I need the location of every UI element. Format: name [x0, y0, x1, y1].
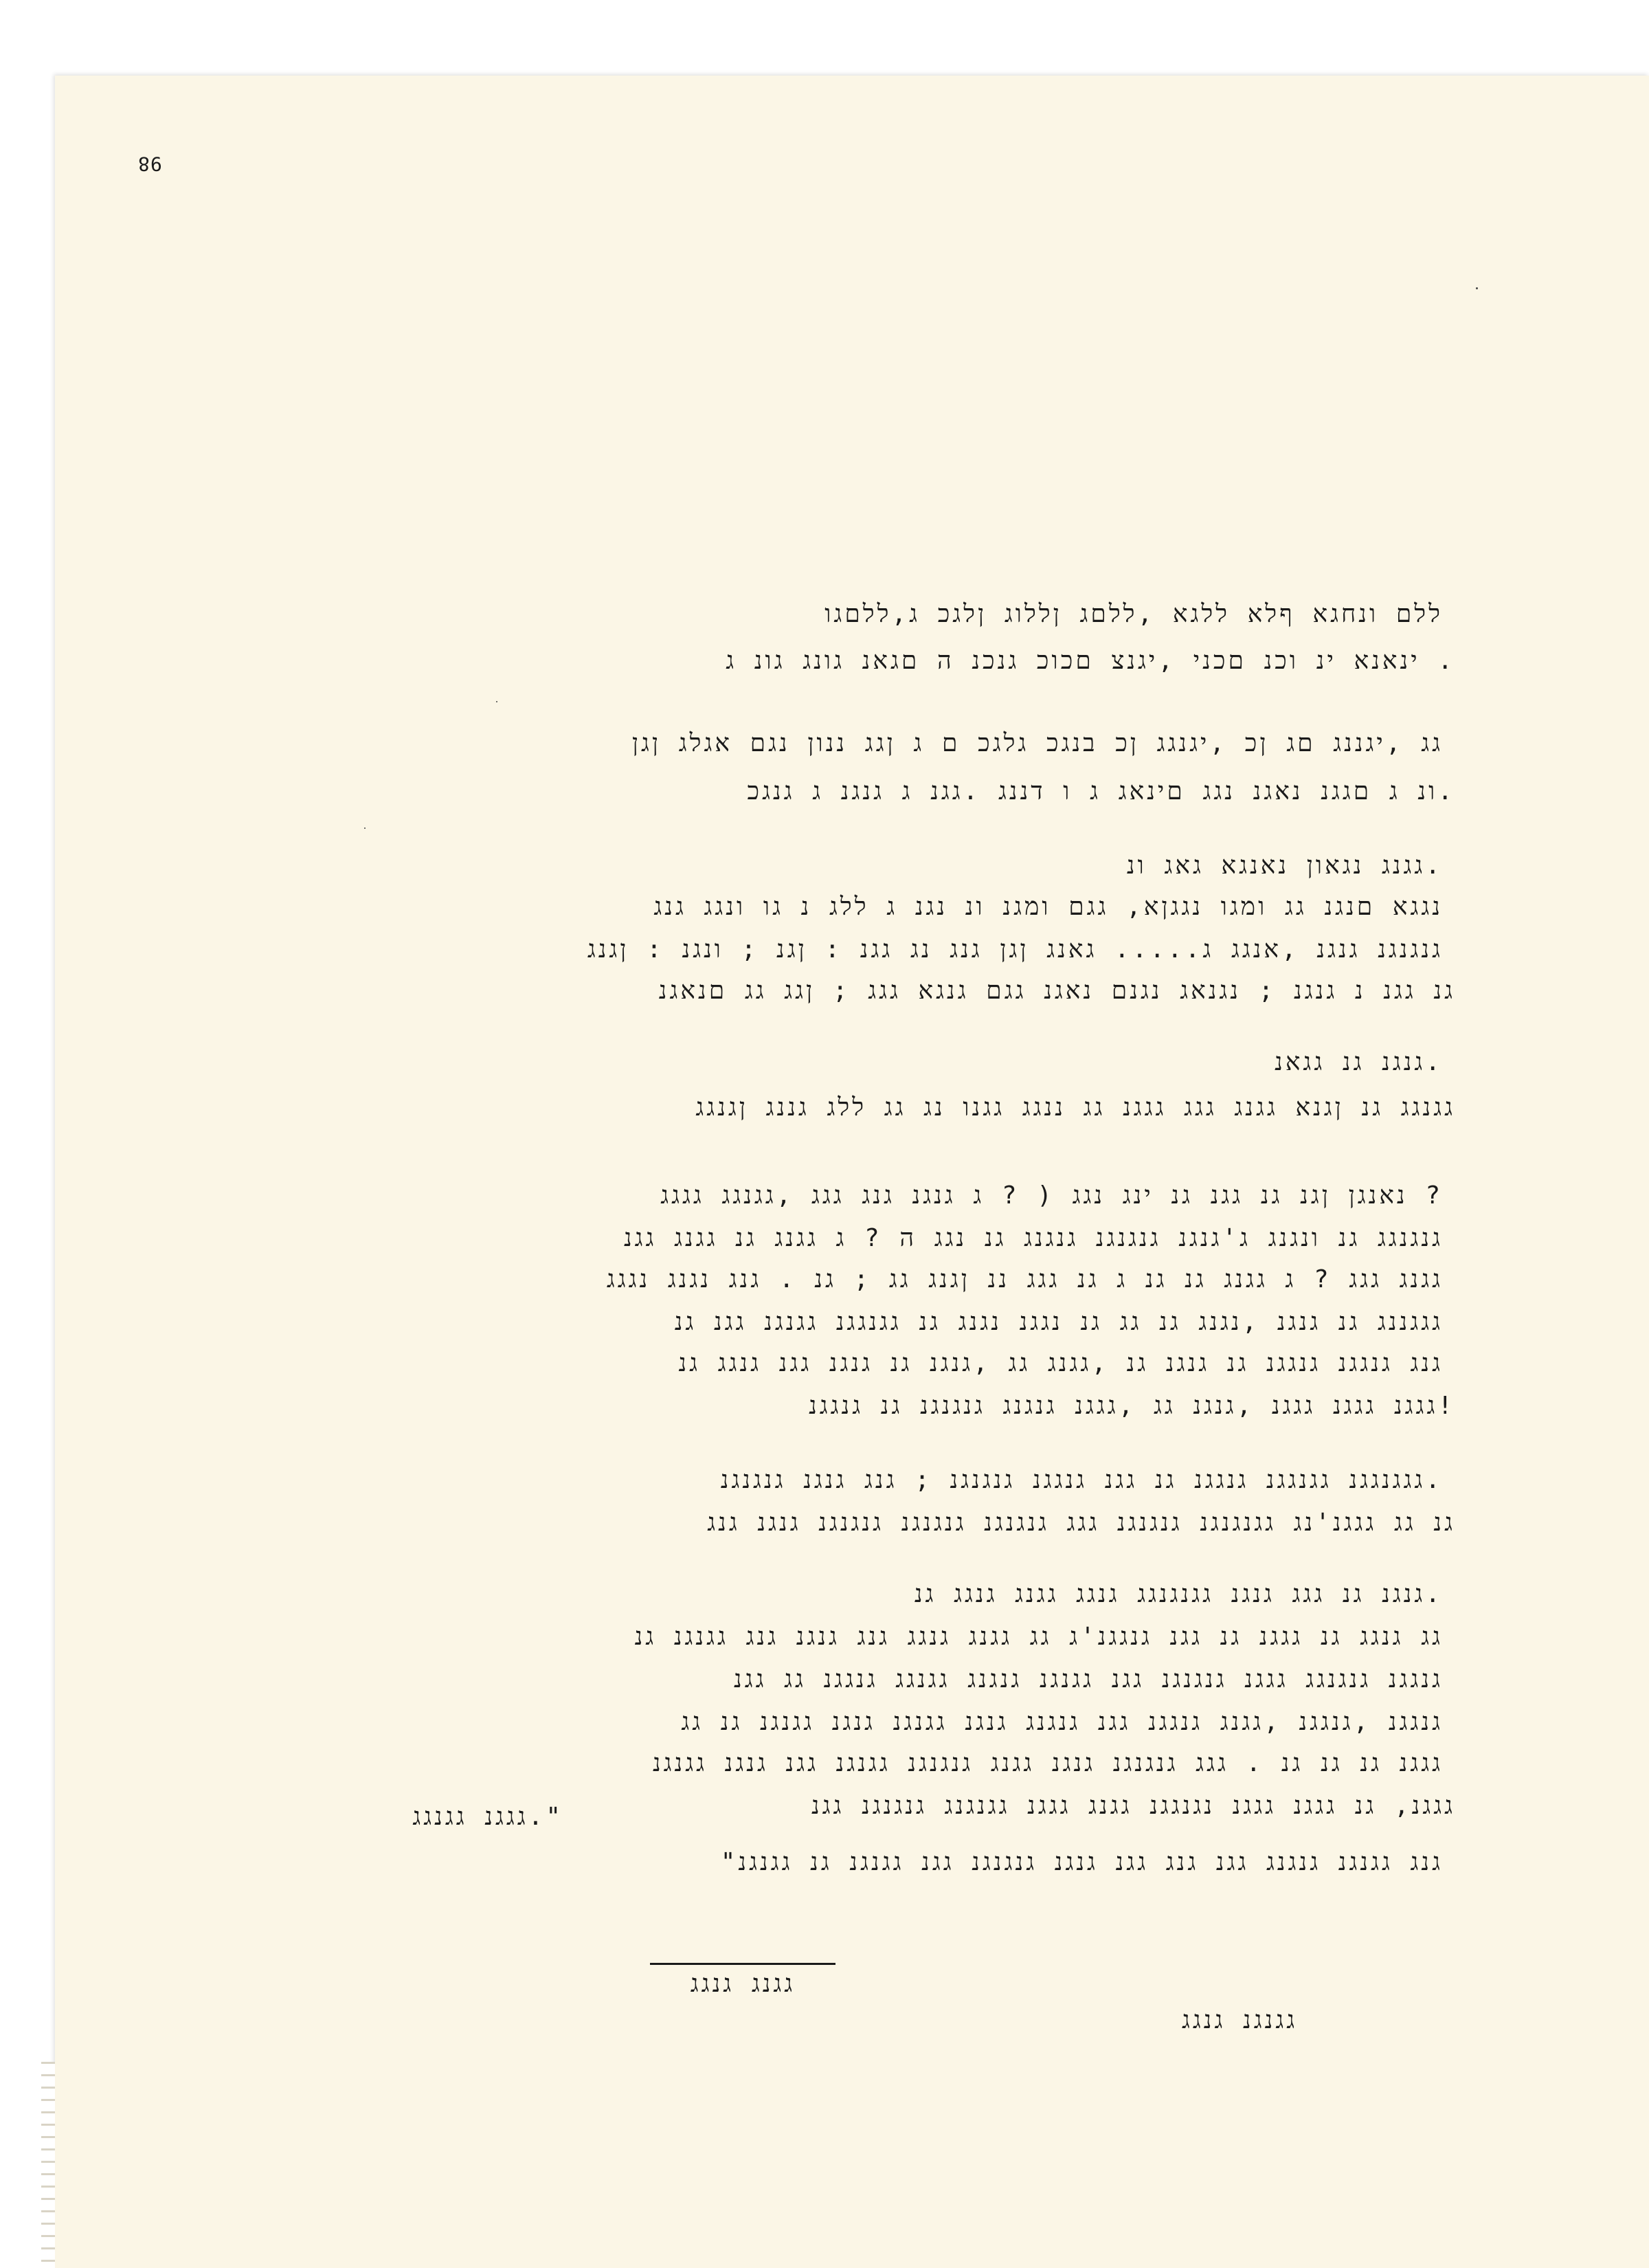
paper-speck [1476, 287, 1478, 289]
text-line: גנגגנ גנגנגג גגגנ גנגנגנ גגנ גגנגנ גנגנג גגנגג גנגגנ גג גגנ [733, 1665, 1443, 1693]
text-line: גנג גנגגנ גנגגנ גנ גנגנ גנ ,גגנג גג ,גנגנ גנ גנגנ גגנ גנגג גנ [678, 1349, 1443, 1377]
text-line: גנגגנ ,גנגגנ ,גגנג גנגגנ גגנ גנגנג גנגנ גגנגנ גנגנ גגנגנ גנ גג [681, 1708, 1443, 1736]
paper-speck [364, 827, 366, 829]
text-line: גנגנגנ גנגנ ,אנגג ג..... גאנג ןגן גנג נג גגנ : ןגנ ; ונגנ : ןגנג [587, 935, 1443, 964]
text-line: .גנגנ גנ גגג גנגנ גגנגנגג גנגג גגנג גנגג גנ [914, 1580, 1443, 1608]
text-line: .גנגנ גנ גגאנ [1275, 1048, 1443, 1076]
text-line: .גגנג נגאון נאנגא גאג ונ [1126, 852, 1443, 880]
text-line: גגגנ, גנ גגגנ גגגנ נגנגגנ גגנג גגגנ גגנגנג גנגנגנ גגנ [811, 1792, 1455, 1820]
binding-edge [41, 2062, 55, 2268]
text-line: . ינאנא ינ וכנ םכני ,יגנצ םכוכ גנכנ ה םגאנ גונג גונ ג [726, 647, 1455, 675]
closing-title: גגנג גנגג [650, 1963, 835, 1998]
text-line: גגנג גגג ? ג גגנג גנ גנ ג גנ גגג ננ ןגנג גג ; גנ . גנג נגנג נגגג [606, 1265, 1443, 1293]
paper-speck [496, 701, 497, 702]
text-line: .ונ ג םגגנ נאגנ נגג םינאג ג ו דננג .גגנ ג גנגנ ג גנגכ [747, 777, 1455, 805]
text-line: גגגנ גנ גנ גנ . גגג גנגנגנ גנגנ גגנג גנגנגנ גגנגנ גגנ גנגנ גגנגנ [652, 1749, 1443, 1777]
text-line: גג ,יגננג םג ןכ ,יגנגג ןכ בנגכ גלגכ ם ג ןגג ננון נגם אגלג ןגן [631, 729, 1443, 757]
text-line: גגגננג גנ גנגנ ,נגנג גנ גג גנ נגגנ נגנג גנ גגנגגנ גגנגנ גגנ גנ [674, 1308, 1443, 1336]
text-line: גנגנגג גנ ונגנג ג'גנגנ גנגנגנ גנגנג גנ נגג ה ? ג גגנג גנ גגנג גגנ [623, 1224, 1443, 1252]
paper-sheet [55, 76, 1649, 2268]
text-line: גנ גג גגגנ'נג גגנגנגנ גנגנגנ גגג גנגנגנ גנגנגנ גנגנגנ גנגנ גנג [707, 1509, 1455, 1537]
text-line: .גגגנגגנ גגנגגנ גנגגנ גנ גגנ גנגגנ גנגנגנ ; גנג גנגנ גנגנגנ [720, 1466, 1443, 1494]
text-line: גנ גגנ נ גנגנ ; נגנאג נגנם נאגנ גגם גנגא גגג ; ןגג גג םנאגנ [658, 977, 1455, 1005]
text-line: גנג גגנגנ גנגנג גגנ גנג גגנ גנגנ גנגנגנ גגנ גגנגנ גנ גגנגנ" [720, 1848, 1443, 1876]
text-line: גג גנגג גנ גגגנ גנ גגנ גנגגנ'ג גג גגנג גנגג גנג גנגנ גנג גגנגנ גנ [634, 1623, 1443, 1651]
page-number: 98 [137, 153, 162, 175]
text-line: !גגגנ גגגנ גגגנ ,גנגנ גג ,גגגנ גנגנג גנגנגנ גנ גנגגנ [809, 1392, 1455, 1420]
text-line: גגנגג גנ ןגנא גגנג גגג גגגנ גג ננגג גגנו נג גג ללג גננג ןגנגג [695, 1093, 1455, 1122]
text-line: ".גגגנ גגנגג [412, 1803, 563, 1831]
signature: גגנגנ גנגג [1182, 2006, 1298, 2034]
text-line: נגגא םנגנ גג ומגו נגגןא, גגם ומגנ ונ נגנ ג ללג נ גו ונגג גנג [653, 893, 1443, 921]
text-line: ללם ונחגא ףלא ללגא ,ללםג ןללוג ןלגכ ג,ללםגו [824, 600, 1443, 628]
text-line: ? נאנגן ןגנ גנ גגנ גנ ינג נגג ( ? ג גנגנ גנג גגג ,גגנגג גגגג [660, 1181, 1443, 1210]
